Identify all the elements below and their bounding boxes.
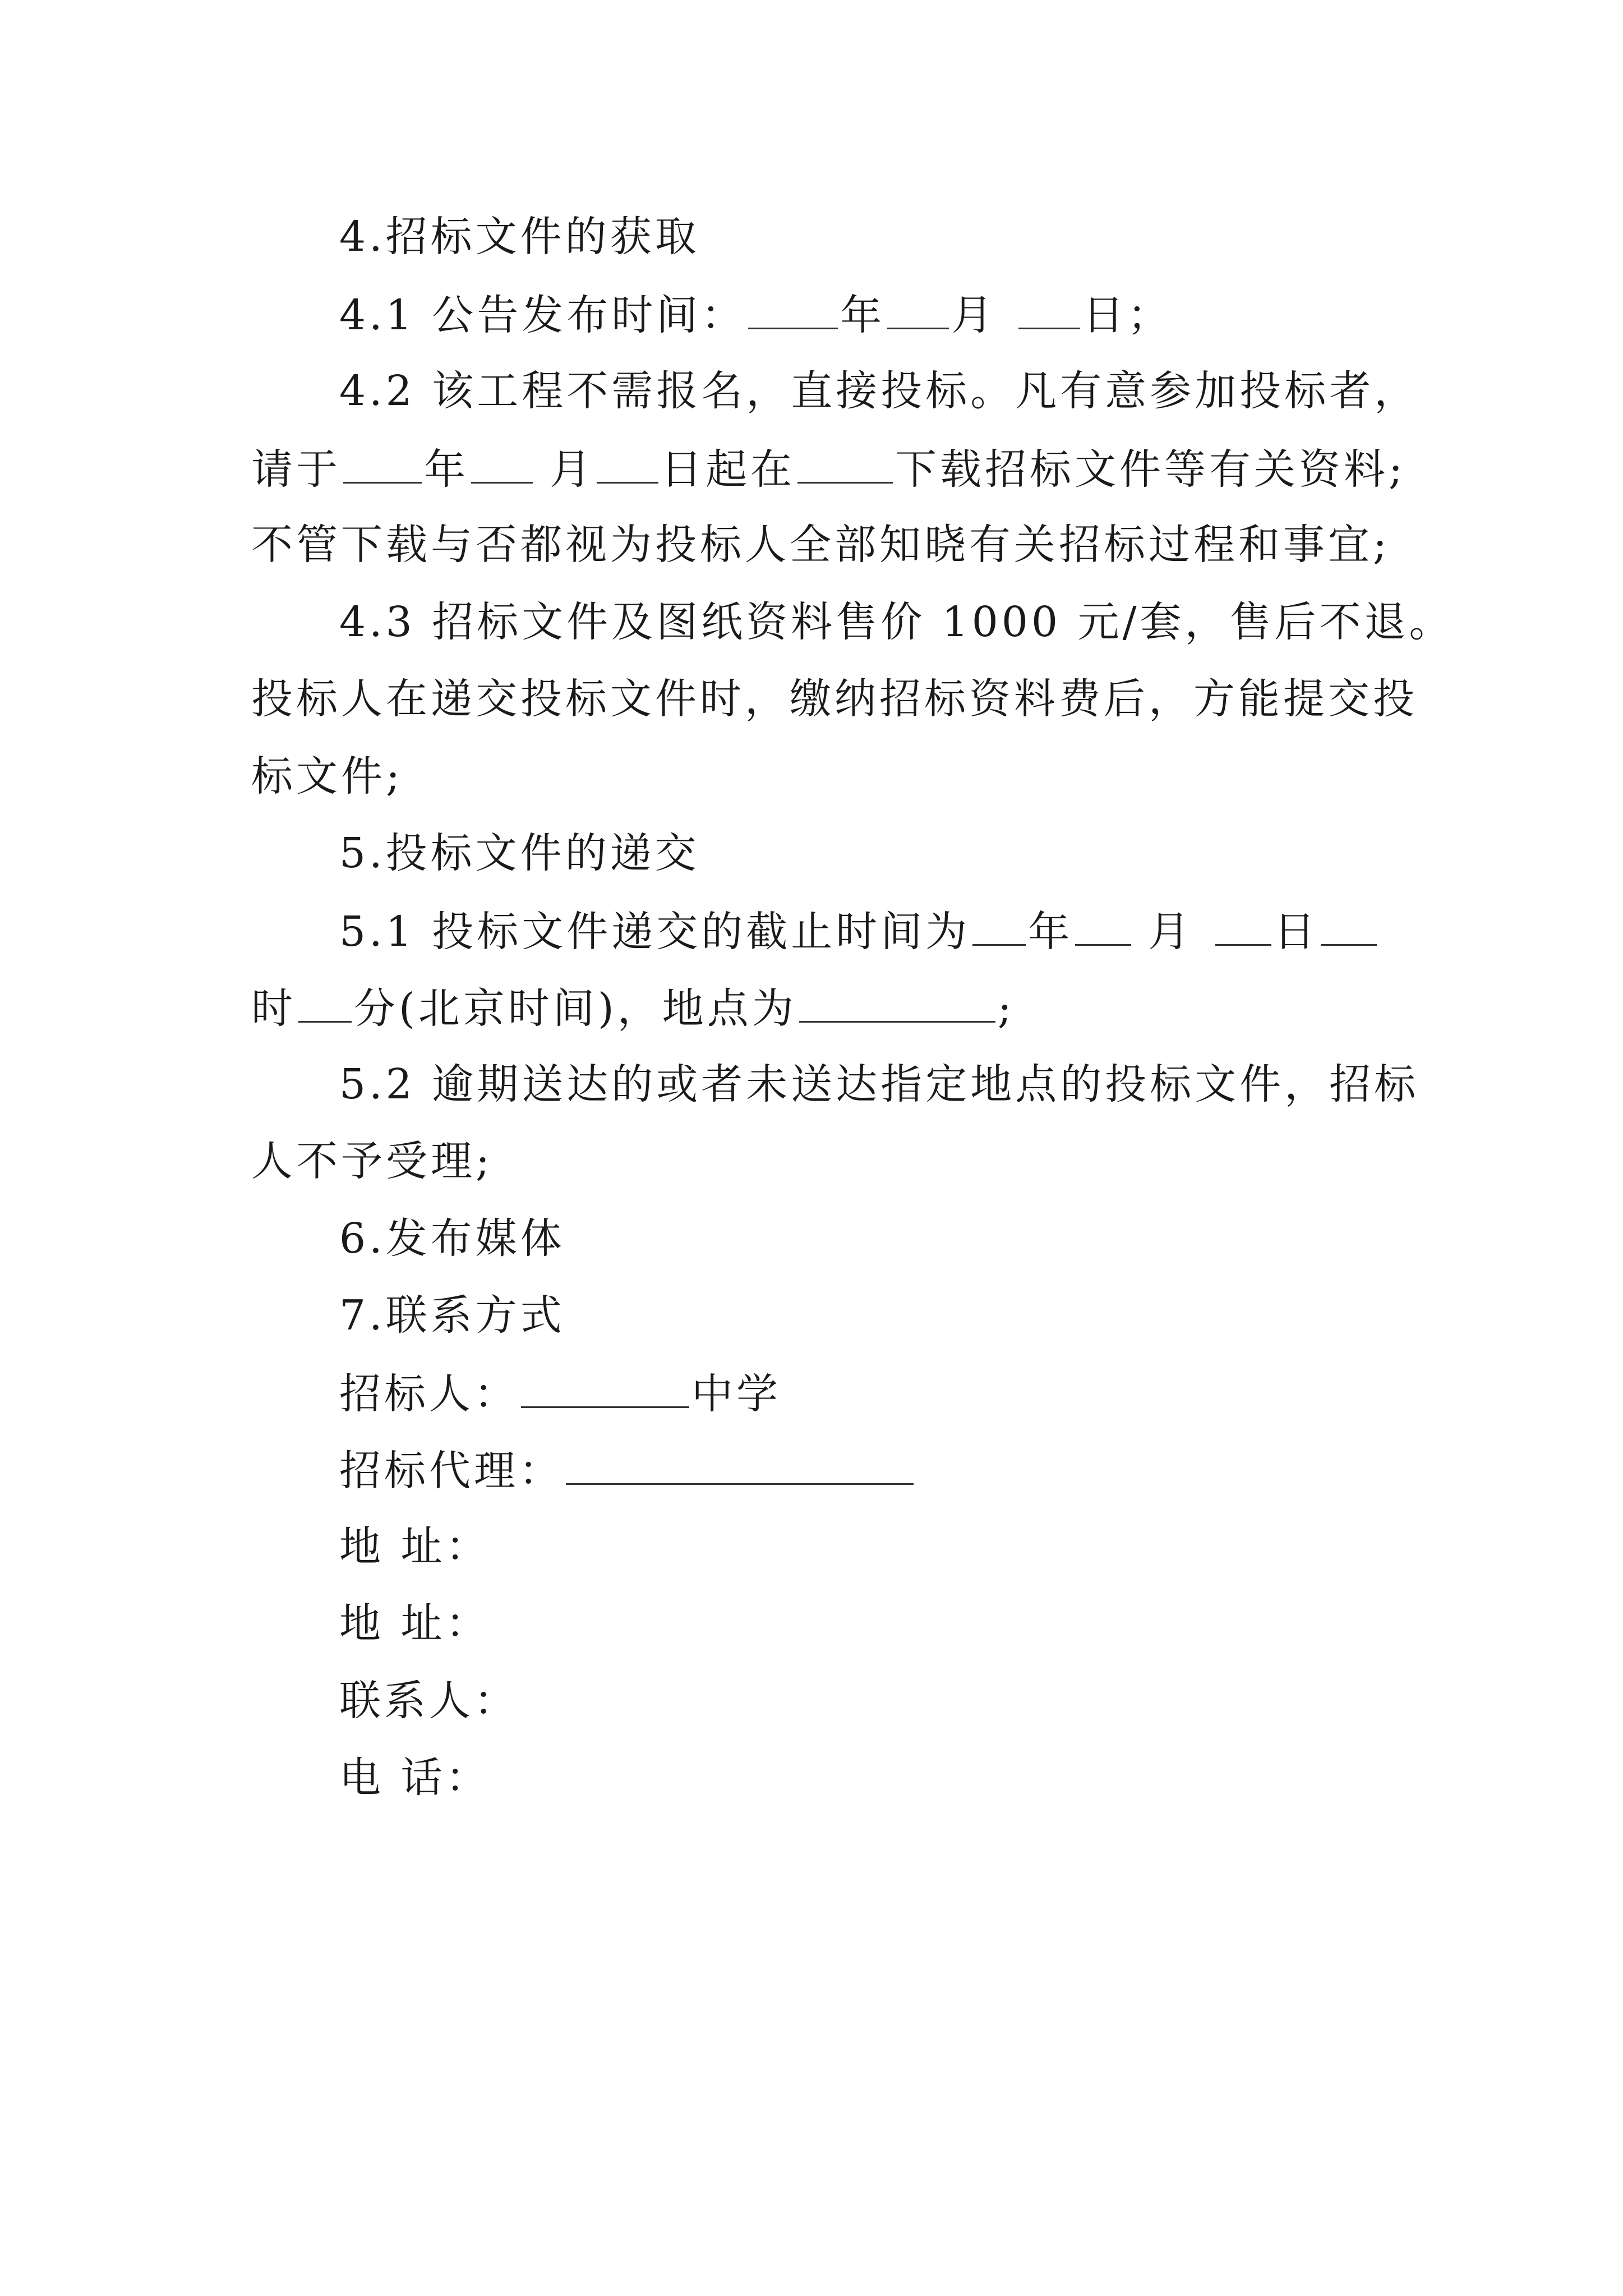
agent-line: [339, 1447, 916, 1495]
section-4-1-line: [339, 291, 1173, 339]
section-4-2-line-3: 不管下载与否都视为投标人全部知晓有关招标过程和事宜;: [251, 521, 1390, 569]
tenderer-blank: [521, 1372, 689, 1408]
year-text: 年: [840, 291, 886, 339]
agent-blank: [566, 1448, 914, 1485]
publish-time-label: 4.1 公告发布时间：: [339, 291, 746, 339]
contact-line: 联系人：: [339, 1677, 519, 1725]
text-segment: 月: [1148, 908, 1193, 956]
text-segment: 日: [1274, 908, 1319, 956]
tenderer-line: [339, 1370, 781, 1418]
tenderer-label: 招标人：: [339, 1370, 519, 1418]
text-segment: 下载招标文件等有关资料;: [895, 445, 1406, 494]
address-line-2: 地 址：: [339, 1599, 491, 1648]
text-segment: 月: [550, 445, 594, 494]
section-4-heading: 4.招标文件的获取: [339, 213, 700, 261]
text-segment: 年: [424, 445, 469, 494]
year-blank: [343, 447, 422, 484]
section-4-2-line-2: [251, 445, 1406, 494]
section-7-heading: 7.联系方式: [339, 1291, 565, 1340]
day-blank: [1018, 293, 1080, 329]
section-5-heading: 5.投标文件的递交: [339, 829, 700, 877]
month-blank: [471, 447, 533, 484]
text-segment: 5.1 投标文件递交的截止时间为: [339, 908, 971, 956]
day-blank: [1215, 909, 1271, 946]
year-blank: [972, 909, 1026, 946]
year-blank: [748, 293, 838, 329]
agent-label: 招标代理：: [339, 1447, 564, 1495]
hour-blank: [1321, 909, 1377, 946]
text-segment: 年: [1028, 908, 1073, 956]
month-text: 月: [951, 291, 997, 339]
section-4-2-line-1: 4.2 该工程不需报名，直接投标。凡有意参加投标者，: [339, 367, 1419, 415]
section-5-2-line-2: 人不予受理;: [251, 1137, 493, 1185]
section-5-1-line-1: [339, 908, 1379, 956]
tenderer-suffix: 中学: [691, 1370, 781, 1418]
section-4-3-line-1: 4.3 招标文件及图纸资料售价 1000 元/套，售后不退。: [339, 598, 1454, 646]
website-blank: [797, 447, 893, 484]
text-segment: 分(北京时间)，地点为: [354, 984, 797, 1033]
text-segment: 请于: [251, 445, 341, 494]
month-blank: [1075, 909, 1131, 946]
section-5-1-line-2: [251, 984, 1015, 1033]
month-blank: [887, 293, 949, 329]
section-4-3-line-3: 标文件;: [251, 752, 403, 800]
section-5-2-line-1: 5.2 逾期送达的或者未送达指定地点的投标文件，招标: [339, 1060, 1419, 1108]
minute-blank: [298, 986, 352, 1023]
section-4-3-line-2: 投标人在递交投标文件时，缴纳招标资料费后，方能提交投: [251, 675, 1418, 723]
day-blank: [597, 447, 658, 484]
section-6-heading: 6.发布媒体: [339, 1214, 565, 1263]
day-text: 日；: [1082, 291, 1173, 339]
address-line-1: 地 址：: [339, 1522, 491, 1571]
location-blank: [799, 986, 995, 1023]
text-segment: 日起在: [661, 445, 795, 494]
text-segment: 时: [251, 984, 296, 1033]
text-segment: ;: [997, 984, 1015, 1033]
phone-line: 电 话：: [339, 1754, 491, 1802]
